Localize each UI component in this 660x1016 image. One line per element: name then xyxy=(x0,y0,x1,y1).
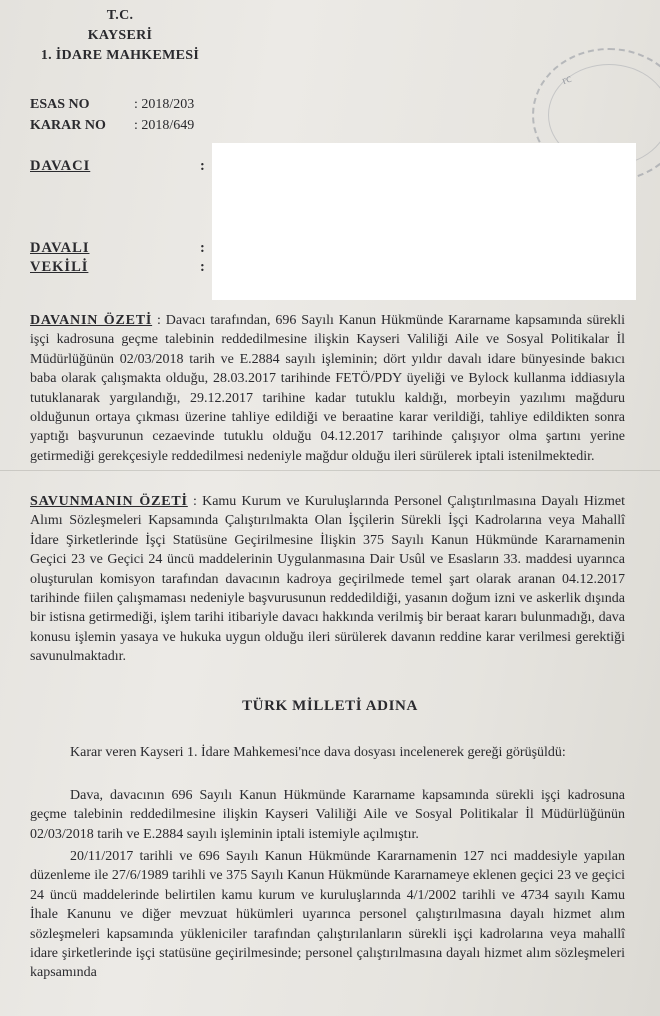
defendant-label: DAVALI xyxy=(30,240,90,256)
esas-no-label: ESAS NO xyxy=(30,97,90,112)
verdict-title: TÜRK MİLLETİ ADINA xyxy=(242,698,418,714)
claim-summary xyxy=(30,311,625,466)
attorney-label: VEKİLİ xyxy=(30,259,89,275)
body-paragraph-2: Dava, davacının 696 Sayılı Kanun Hükmünde Kararname kapsamında sürekli işçi kadrosuna geçme talebinin reddedilmesine ilişkin Kayseri Valiliği Aile ve Sosyal Politikalar İl Müdürlüğünün 02/03/2018 tarih ve E.2884 sayılı işleminin iptali istemiyle açılmıştır. xyxy=(30,788,625,842)
body-paragraph-3: 20/11/2017 tarihli ve 696 Sayılı Kanun Hükmünde Kararnamenin 127 nci maddesiyle yapılan düzenleme ile 27/6/1989 tarihli ve 375 Sayılı Kanun Hükmünde Kararnameye eklenen geçici 23 ve geçici 24 üncü maddelerinde belirtilen kamu kurum ve kuruluşlarında 4/1/2002 tarihli ve 4734 sayılı Kamu İhale Kanunu ve diğer mevzuat hükümleri uyarınca personel çalıştırılmasına dayalı hizmet alım sözleşmeleri kapsamında yükleniciler tarafından çalıştırılanların sürekli işçi kadrolarına veya mahallî idare şirketlerinde işçi statüsüne geçirilmesinde; personel çalıştırılmasına dayalı hizmet alım sözleşmeleri kapsamında xyxy=(30,849,625,981)
defense-summary xyxy=(30,492,625,667)
header-line-court: 1. İDARE MAHKEMESİ xyxy=(40,48,200,63)
redaction-box xyxy=(212,143,636,300)
defense-summary-heading: SAVUNMANIN ÖZETİ xyxy=(30,494,188,509)
plaintiff-colon: : xyxy=(200,158,206,174)
karar-no-row xyxy=(30,118,195,134)
attorney-colon: : xyxy=(200,259,206,275)
header-line-tc: T.C. xyxy=(106,8,134,23)
plaintiff-row xyxy=(30,158,206,175)
claim-summary-text: Davacı tarafından, 696 Sayılı Kanun Hükmünde Kararname kapsamında sürekli işçi kadrosuna geçme talebinin reddedilmesine ilişkin Kayseri Valiliği Aile ve Sosyal Politikalar İl Müdürlüğünün 02/03/2018 tarih ve E.2884 sayılı işleminin; dört yıldır davalı idare bünyesinde bakıcı baba olarak çalışmakta olduğu, 28.03.2017 tarihinde FETÖ/PDY üyeliği ve Bylock kullanma iddiasıyla tutuklanarak yargılandığı, 29.12.2017 tarihine kadar tutuklu kaldığı, morbeyin yazılımı mağduru olduğunun ortaya çıkması üzerine tahliye edildiği ve beraatine karar verildiği, tahliye edildikten sonra yaptığı başvurunun cezaevinde tutuklu olduğu 04.12.2017 tarihinde çalışıyor olma şartını yerine getirmediği gerekçesiyle reddedilmesi nedeniyle mağdur olduğu ileri sürülerek iptali istenilmektedir. xyxy=(30,313,625,464)
paper-fold-line xyxy=(0,470,660,471)
attorney-row xyxy=(30,259,206,276)
defendant-row xyxy=(30,240,206,257)
karar-no-label: KARAR NO xyxy=(30,118,106,133)
header-line-city: KAYSERİ xyxy=(87,28,153,43)
body-paragraph-1: Karar veren Kayseri 1. İdare Mahkemesi'nce dava dosyası incelenerek gereği görüşüldü: xyxy=(70,745,566,760)
plaintiff-label: DAVACI xyxy=(30,158,91,174)
esas-no-row xyxy=(30,97,195,113)
claim-summary-heading: DAVANIN ÖZETİ xyxy=(30,313,153,328)
defense-summary-colon: : xyxy=(187,494,203,509)
karar-no-value: : 2018/649 xyxy=(134,118,195,133)
claim-summary-colon: : xyxy=(152,313,166,328)
defense-summary-text: Kamu Kurum ve Kuruluşlarında Personel Çalıştırılmasına Dayalı Hizmet Alımı Sözleşmeleri Kapsamında Çalıştırılmakta Olan İşçilerin Sürekli İşçi Kadrolarına veya Mahallî İdare Şirketlerinde İşçi Statüsüne Geçirilmesine İlişkin 375 Sayılı Kanun Hükmünde Kararnamenin Geçici 23 ve Geçici 24 üncü maddelerinin Uygulanmasına Dair Usûl ve Esasların 33. maddesi uyarınca oluşturulan komisyon tarafından davacının kadroya geçirilmede temel şart olarak aranan 04.12.2017 tarihinde fiilen çalışmaması nedeniyle başvurusunun reddedildiği, yasanın doğum izni ve askerlik dışında bir istisna getirmediği, işlem tarihi itibariyle davacı hakkında verilmiş bir beraat kararı bulunmadığı, dava konusu işlemin yasaya ve hukuka uygun olduğu ileri sürülerek davanın reddine karar verilmesi gerektiği savunulmaktadır. xyxy=(30,494,626,665)
stamp-text: rc xyxy=(559,70,574,88)
esas-no-value: : 2018/203 xyxy=(134,97,195,112)
defendant-colon: : xyxy=(200,240,206,256)
court-header xyxy=(30,6,210,66)
